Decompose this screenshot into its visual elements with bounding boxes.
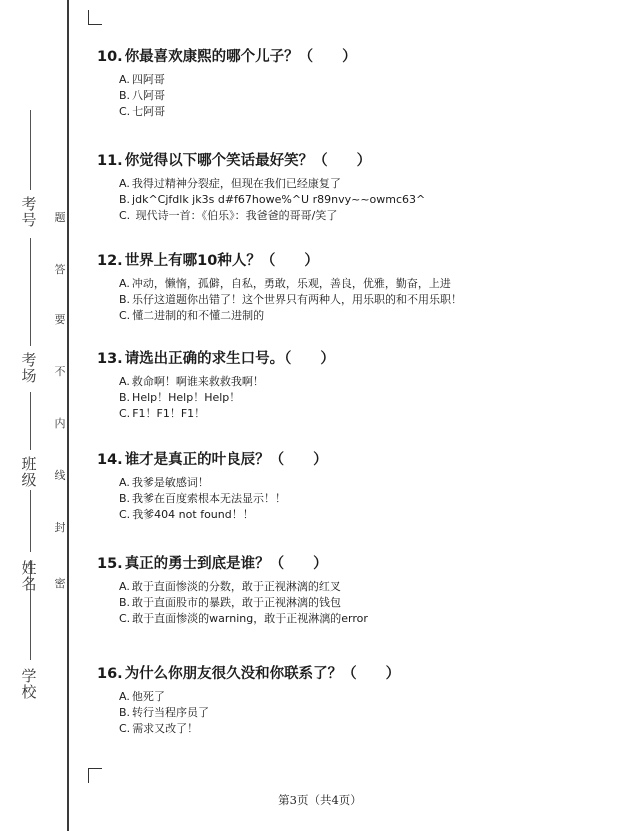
option-a: [119, 176, 617, 192]
seal-warning-char: 不: [54, 365, 66, 378]
option-letter: A.: [119, 177, 130, 190]
option-list: [119, 72, 617, 120]
option-a: [119, 579, 617, 595]
option-letter: C.: [119, 105, 131, 118]
question-number: 10.: [97, 49, 123, 65]
question-text: 为什么你朋友很久没和你联系了？（ ）: [124, 666, 401, 682]
option-text: 敢于直面惨淡的warning，敢于正视淋漓的error: [132, 612, 368, 625]
question-title: [97, 449, 617, 471]
seal-warning-char: 线: [54, 469, 66, 482]
question-title: [97, 553, 617, 575]
question-number: 14.: [97, 452, 123, 468]
question-number: 12.: [97, 253, 123, 269]
field-line-exam-room: [30, 238, 31, 346]
field-label-text: 考号: [21, 195, 37, 229]
option-b: [119, 491, 617, 507]
option-a: [119, 475, 617, 491]
option-text: 懂二进制的和不懂二进制的: [132, 309, 265, 322]
question-number: 13.: [97, 351, 123, 367]
option-b: [119, 595, 617, 611]
question-11: [97, 150, 617, 224]
seal-warning-char: 密: [54, 577, 66, 590]
question-16: [97, 663, 617, 737]
question-14: [97, 449, 617, 523]
field-line-exam-number: [30, 110, 31, 190]
option-letter: A.: [119, 476, 130, 489]
option-c: [119, 507, 617, 523]
option-text: 四阿哥: [131, 73, 165, 86]
option-letter: A.: [119, 375, 130, 388]
option-c: [119, 208, 617, 224]
option-text: 敢于直面惨淡的分数，敢于正视淋漓的红叉: [131, 580, 341, 593]
option-list: [119, 579, 617, 627]
question-text: 真正的勇士到底是谁？（ ）: [124, 556, 328, 572]
option-list: [119, 475, 617, 523]
option-text: 救命啊！啊谁来救救我啊！: [131, 375, 264, 388]
option-text: 七阿哥: [132, 105, 166, 118]
option-text: 我得过精神分裂症，但现在我们已经康复了: [131, 177, 341, 190]
option-b: [119, 88, 617, 104]
option-b: [119, 705, 617, 721]
binding-margin: [0, 0, 68, 831]
option-letter: B.: [119, 193, 131, 206]
question-number: 11.: [97, 153, 123, 169]
crop-mark-top: [88, 10, 102, 25]
question-title: [97, 348, 617, 370]
option-letter: C.: [119, 407, 131, 420]
option-text: F1！F1！F1！: [132, 407, 206, 420]
question-title: [97, 250, 617, 272]
field-line-name: [30, 490, 31, 552]
field-label-exam-number: [18, 196, 40, 228]
field-label-text: 考场: [21, 351, 37, 385]
option-letter: A.: [119, 580, 130, 593]
question-text: 谁才是真正的叶良辰？（ ）: [124, 452, 328, 468]
question-text: 你最喜欢康熙的哪个儿子？（ ）: [124, 49, 357, 65]
option-letter: C.: [119, 508, 131, 521]
seal-warning-char: 封: [54, 521, 66, 534]
option-letter: C.: [119, 722, 131, 735]
question-text: 请选出正确的求生口号。（ ）: [124, 351, 335, 367]
question-title: [97, 46, 617, 68]
option-text: 转行当程序员了: [132, 706, 210, 719]
field-label-exam-room: [18, 352, 40, 384]
option-c: [119, 721, 617, 737]
question-text: 世界上有哪10种人？（ ）: [124, 253, 319, 269]
binding-rule: [67, 0, 69, 831]
question-12: [97, 250, 617, 324]
option-text: 我爹是敏感词！: [131, 476, 209, 489]
option-text: 敢于直面股市的暴跌，敢于正视淋漓的钱包: [132, 596, 342, 609]
field-label-name: [18, 560, 40, 592]
option-list: [119, 689, 617, 737]
option-text: 八阿哥: [132, 89, 166, 102]
option-letter: A.: [119, 690, 130, 703]
option-text: Help！Help！Help！: [132, 391, 241, 404]
seal-warning-char: 要: [54, 313, 66, 326]
question-title: [97, 150, 617, 172]
question-number: 15.: [97, 556, 123, 572]
question-15: [97, 553, 617, 627]
option-letter: A.: [119, 73, 130, 86]
option-c: [119, 104, 617, 120]
option-a: [119, 72, 617, 88]
option-text: 他死了: [131, 690, 165, 703]
option-list: [119, 176, 617, 224]
option-b: [119, 292, 617, 308]
seal-warning-char: 题: [54, 211, 66, 224]
option-text: 需求又改了！: [132, 722, 199, 735]
field-label-text: 姓名: [21, 559, 37, 593]
question-text: 你觉得以下哪个笑话最好笑？（ ）: [124, 153, 372, 169]
option-a: [119, 374, 617, 390]
option-text: jdk^Cjfdlk jk3s d#f67howe%^U r89nvy~~owmc63^: [132, 193, 426, 206]
option-b: [119, 192, 617, 208]
option-letter: B.: [119, 89, 131, 102]
option-c: [119, 308, 617, 324]
crop-mark-bottom: [88, 768, 102, 783]
option-letter: A.: [119, 277, 130, 290]
option-letter: C.: [119, 209, 131, 222]
option-letter: B.: [119, 706, 131, 719]
field-label-school: [18, 668, 40, 700]
seal-warning-char: 答: [54, 263, 66, 276]
field-label-text: 学校: [21, 667, 37, 701]
field-label-text: 班级: [21, 455, 37, 489]
option-letter: B.: [119, 492, 131, 505]
option-list: [119, 374, 617, 422]
option-letter: B.: [119, 391, 131, 404]
seal-warning-char: 内: [54, 417, 66, 430]
option-list: [119, 276, 617, 324]
option-b: [119, 390, 617, 406]
field-line-class: [30, 392, 31, 450]
question-number: 16.: [97, 666, 123, 682]
question-10: [97, 46, 617, 120]
option-c: [119, 611, 617, 627]
option-c: [119, 406, 617, 422]
option-a: [119, 276, 617, 292]
option-letter: C.: [119, 612, 131, 625]
question-title: [97, 663, 617, 685]
option-a: [119, 689, 617, 705]
option-text: 我爹在百度索根本无法显示！！: [132, 492, 287, 505]
question-13: [97, 348, 617, 422]
option-text: 乐仔这道题你出错了！这个世界只有两种人，用乐职的和不用乐职！: [132, 293, 463, 306]
page-number: 第3页（共4页）: [278, 793, 362, 807]
option-text: 冲动，懒惰，孤僻，自私，勇敢，乐观，善良，优雅，勤奋，上进: [131, 277, 451, 290]
field-label-class: [18, 456, 40, 488]
option-letter: B.: [119, 293, 131, 306]
option-letter: C.: [119, 309, 131, 322]
option-text: 现代诗一首：《伯乐》：我爸爸的哥哥/笑了: [132, 209, 338, 222]
page-footer: [0, 792, 640, 808]
option-letter: B.: [119, 596, 131, 609]
option-text: 我爹404 not found！！: [132, 508, 254, 521]
